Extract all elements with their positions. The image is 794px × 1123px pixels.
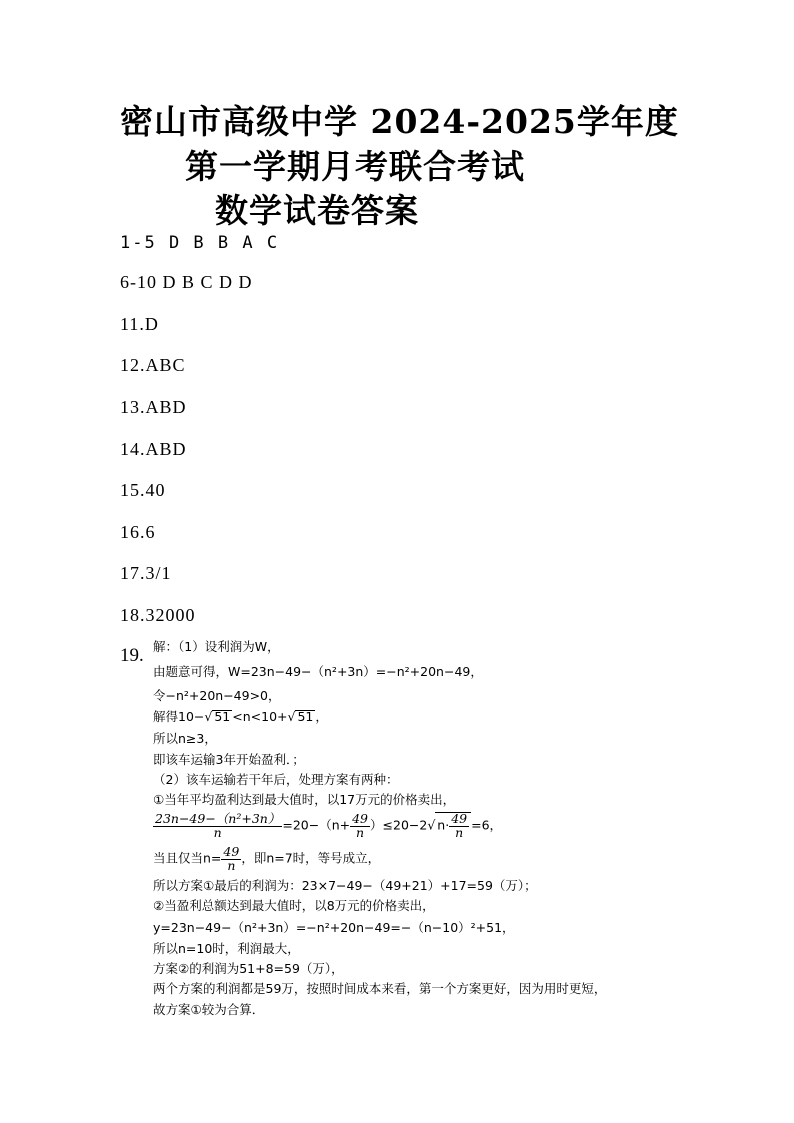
answer-6-10: 6-10 D B C D D: [120, 272, 253, 292]
title-line-3: 数学试卷答案: [215, 191, 419, 230]
solution-line: 所以n=10时，利润最大，: [153, 941, 300, 956]
text-segment: ，: [315, 709, 328, 724]
fraction-numerator: 49: [223, 844, 240, 859]
text-segment: ，即n=7时，等号成立，: [241, 850, 381, 866]
solution-line: 即该车运输3年开始盈利．；: [153, 752, 305, 767]
title-line-1: 密山市高级中学 2024-2025学年度: [120, 102, 679, 141]
answer-1-5: 1-5 D B B A C: [120, 233, 280, 253]
text-segment: ）≤20−2: [370, 817, 428, 833]
solution-line: 令−n²+20n−49>0，: [153, 688, 281, 703]
solution-line: 所以n≥3，: [153, 731, 217, 746]
sqrt-radicand: [435, 812, 471, 839]
fraction-numerator: 49: [352, 811, 369, 826]
text-segment: <n<10+: [232, 709, 288, 724]
solution-line: y=23n−49−（n²+3n）=−n²+20n−49=−（n−10）²+51，: [153, 920, 515, 935]
fraction: [153, 813, 282, 839]
question-19-number: 19.: [120, 645, 144, 666]
solution-line: （2）该车运输若干年后，处理方案有两种：: [153, 772, 399, 787]
sqrt-radicand: 51: [297, 709, 314, 724]
sqrt-radicand: 51: [214, 709, 231, 724]
answer-13: 13.ABD: [120, 397, 187, 417]
solution-line: 方案②的利润为51+8=59（万），: [153, 961, 344, 976]
fraction: [449, 813, 469, 839]
solution-line: ②当盈利总额达到最大值时，以8万元的价格卖出，: [153, 898, 435, 913]
answer-11: 11.D: [120, 314, 159, 334]
text-segment: 当且仅当n=: [153, 850, 222, 866]
text-segment: 解得10−: [153, 709, 205, 724]
solution-line: ①当年平均盈利达到最大值时，以17万元的价格卖出，: [153, 792, 456, 807]
fraction: [221, 846, 241, 872]
solution-line: 所以方案①最后的利润为：23×7−49−（49+21）+17=59（万）；: [153, 878, 537, 893]
title-line-2: 第一学期月考联合考试: [185, 147, 525, 186]
solution-line: 解：（1）设利润为W，: [153, 639, 280, 654]
text-segment: =20−（n+: [282, 817, 351, 833]
solution-line: [153, 846, 380, 872]
fraction-denominator: n: [356, 824, 365, 840]
fraction-denominator: n: [455, 824, 464, 840]
text-segment: n·: [437, 817, 450, 833]
solution-line: 解得10−√ 51 <n<10+√ 51 ，: [153, 709, 328, 724]
solution-line: 故方案①较为合算．: [153, 1002, 265, 1017]
text-segment: =6，: [471, 817, 503, 833]
answer-15: 15.40: [120, 480, 166, 500]
solution-line: $\frac{\text{23n−49−（n²+3n）}}{n}$ =20−（n+ $\frac{49}{n}$ ）≤20−2√ n· $\frac{49}{n}$ =6，: [155, 811, 503, 840]
solution-line: 两个方案的利润都是59万，按照时间成本来看，第一个方案更好，因为用时更短，: [153, 981, 607, 996]
answer-14: 14.ABD: [120, 439, 187, 459]
fraction-denominator: n: [213, 824, 222, 840]
fraction: [350, 813, 370, 839]
solution-line: 由题意可得，W=23n−49−（n²+3n）=−n²+20n−49，: [153, 664, 483, 679]
fraction-numerator: 23n−49−（n²+3n）: [155, 811, 281, 826]
answer-16: 16.6: [120, 522, 156, 542]
answer-18: 18.32000: [120, 605, 196, 625]
fraction-numerator: 49: [451, 811, 468, 826]
fraction-denominator: n: [227, 857, 236, 873]
answer-12: 12.ABC: [120, 355, 186, 375]
answer-17: 17.3/1: [120, 563, 172, 583]
